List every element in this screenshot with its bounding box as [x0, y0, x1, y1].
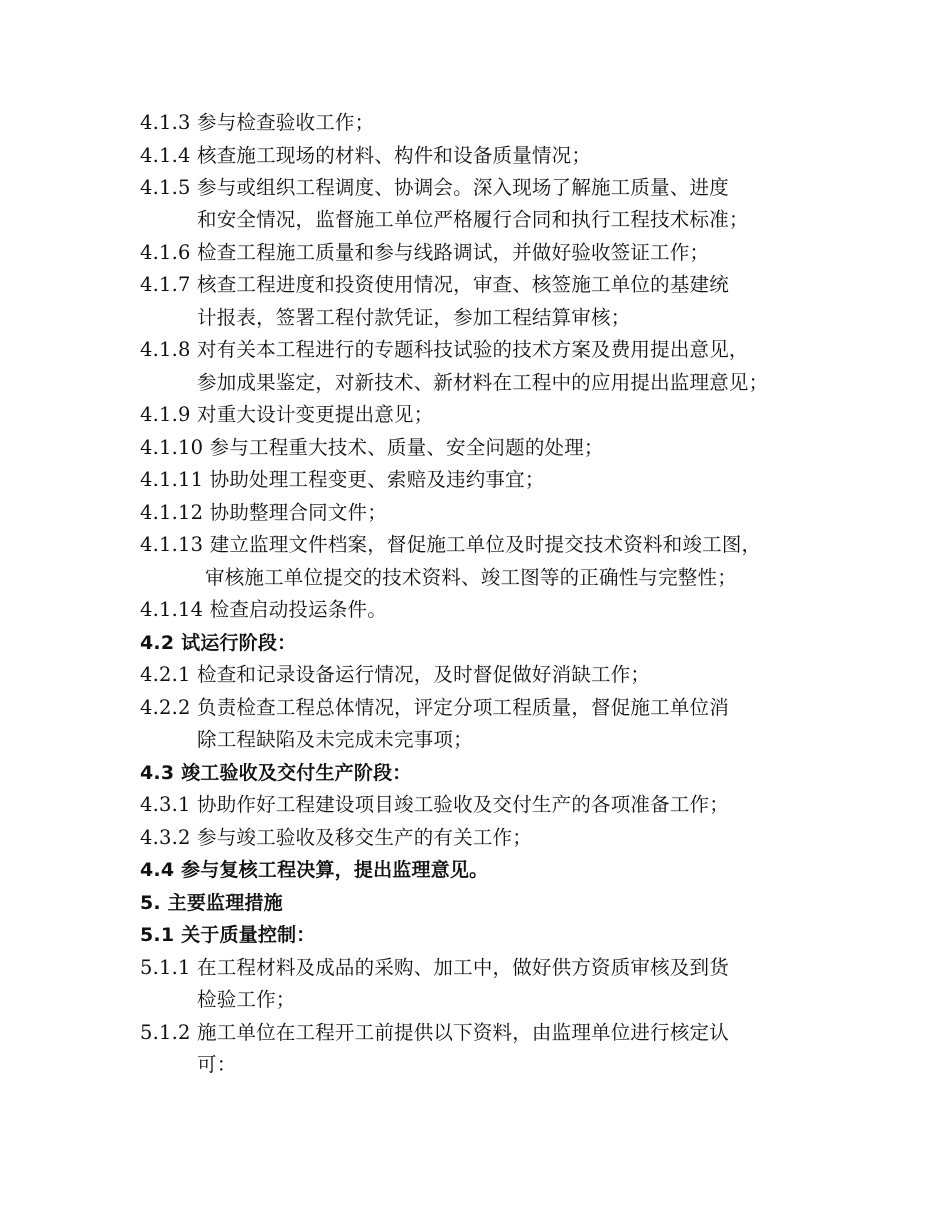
- item-4-2-2-continued: 除工程缺陷及未完成未完事项；: [197, 728, 473, 751]
- item-4-1-9: 4.1.9 对重大设计变更提出意见；: [140, 403, 434, 426]
- item-4-1-10: 4.1.10 参与工程重大技术、质量、安全问题的处理；: [140, 436, 604, 459]
- item-5-1-1: 5.1.1 在工程材料及成品的采购、加工中，做好供方资质审核及到货: [140, 956, 729, 979]
- item-4-3-1: 4.3.1 协助作好工程建设项目竣工验收及交付生产的各项准备工作；: [140, 793, 729, 816]
- item-4-2-1: 4.2.1 检查和记录设备运行情况，及时督促做好消缺工作；: [140, 663, 651, 686]
- heading-5-1: 5.1 关于质量控制：: [140, 924, 316, 946]
- item-4-1-8: 4.1.8 对有关本工程进行的专题科技试验的技术方案及费用提出意见，: [140, 338, 749, 361]
- item-4-1-7: 4.1.7 核查工程进度和投资使用情况，审查、核签施工单位的基建统: [140, 273, 729, 296]
- item-4-1-7-continued: 计报表，签署工程付款凭证，参加工程结算审核；: [197, 306, 631, 329]
- item-5-1-2: 5.1.2 施工单位在工程开工前提供以下资料，由监理单位进行核定认: [140, 1021, 729, 1044]
- heading-4-4: 4.4 参与复核工程决算，提出监理意见。: [140, 859, 489, 881]
- item-4-1-13-continued: 审核施工单位提交的技术资料、竣工图等的正确性与完整性；: [205, 566, 737, 589]
- item-4-1-14: 4.1.14 检查启动投运条件。: [140, 598, 387, 621]
- item-4-1-4: 4.1.4 核查施工现场的材料、构件和设备质量情况；: [140, 144, 592, 167]
- item-4-2-2: 4.2.2 负责检查工程总体情况，评定分项工程质量，督促施工单位消: [140, 696, 729, 719]
- item-4-1-3: 4.1.3 参与检查验收工作；: [140, 111, 375, 134]
- item-4-1-12: 4.1.12 协助整理合同文件；: [140, 501, 387, 524]
- heading-4-3: 4.3 竣工验收及交付生产阶段：: [140, 762, 412, 784]
- item-4-1-5-continued: 和安全情况，监督施工单位严格履行合同和执行工程技术标准；: [197, 208, 749, 231]
- item-4-1-5: 4.1.5 参与或组织工程调度、协调会。深入现场了解施工质量、进度: [140, 176, 729, 199]
- item-4-1-11: 4.1.11 协助处理工程变更、索赔及违约事宜；: [140, 468, 545, 491]
- heading-5: 5. 主要监理措施: [140, 892, 283, 914]
- item-4-3-2: 4.3.2 参与竣工验收及移交生产的有关工作；: [140, 826, 532, 849]
- item-4-1-13: 4.1.13 建立监理文件档案，督促施工单位及时提交技术资料和竣工图，: [140, 533, 762, 556]
- heading-4-2: 4.2 试运行阶段：: [140, 632, 297, 654]
- item-4-1-6: 4.1.6 检查工程施工质量和参与线路调试，并做好验收签证工作；: [140, 241, 710, 264]
- item-5-1-2-continued: 可：: [197, 1053, 237, 1076]
- item-4-1-8-continued: 参加成果鉴定，对新技术、新材料在工程中的应用提出监理意见；: [197, 371, 769, 394]
- item-5-1-1-continued: 检验工作；: [197, 988, 296, 1011]
